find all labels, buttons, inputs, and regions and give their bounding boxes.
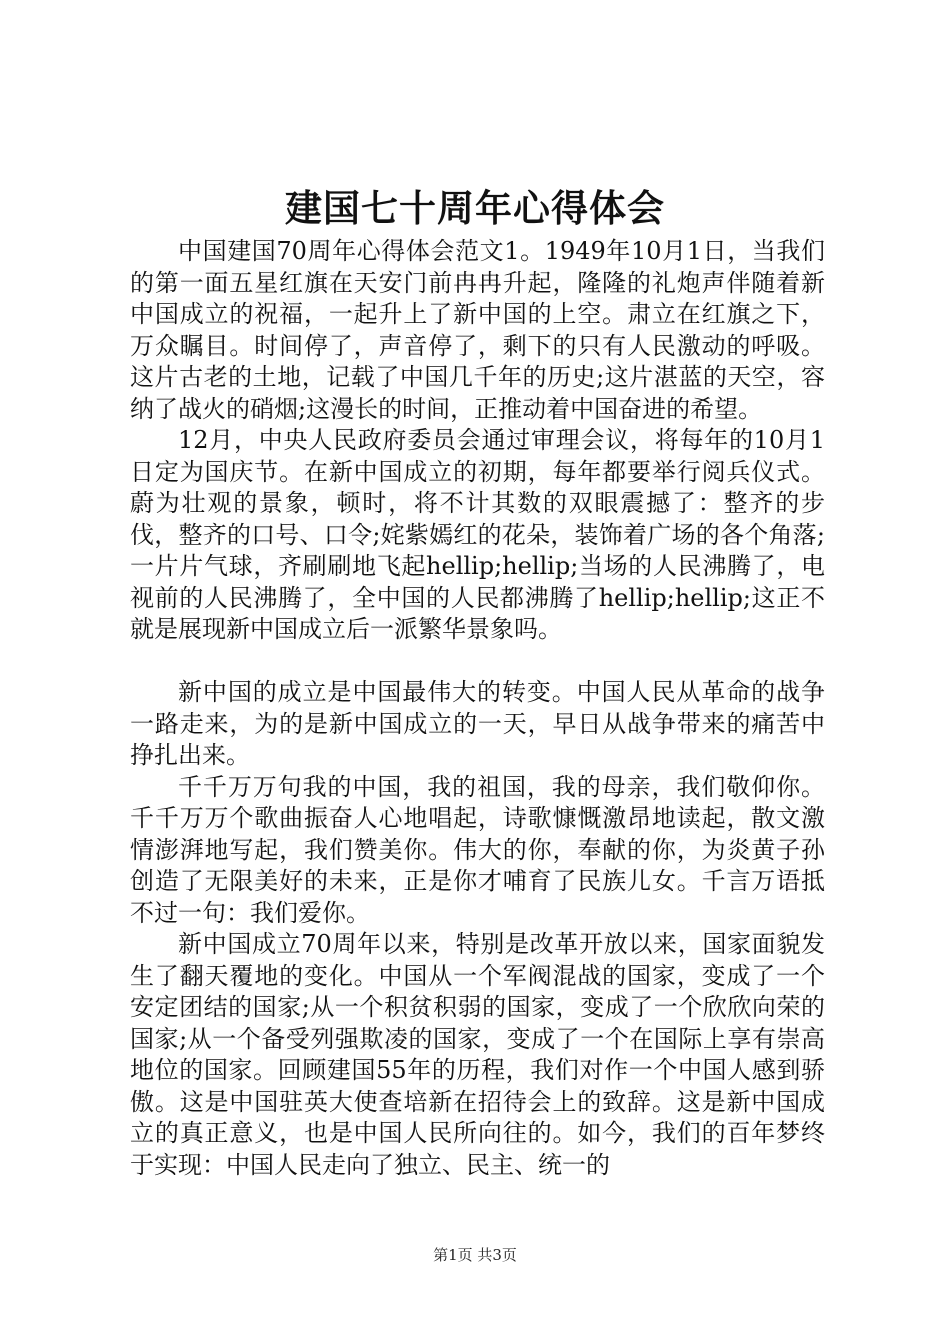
page-footer: 第1页 共3页 xyxy=(433,1246,517,1264)
document-body xyxy=(130,236,825,1181)
page-title: 建国七十周年心得体会 xyxy=(285,186,665,230)
paragraph-1: 中国建国70周年心得体会范文1。1949年10月1日，当我们的第一面五星红旗在天安门前冉冉升起，隆隆的礼炮声伴随着新中国成立的祝福，一起升上了新中国的上空。肃立在红旗之下，万众瞩目。时间停了，声音停了，剩下的只有人民激动的呼吸。这片古老的土地，记载了中国几千年的历史;这片湛蓝的天空，容纳了战火的硝烟;这漫长的时间，正推动着中国奋进的希望。 xyxy=(130,237,825,423)
paragraph-4: 千千万万句我的中国，我的祖国，我的母亲，我们敬仰你。千千万万个歌曲振奋人心地唱起，诗歌慷慨激昂地读起，散文激情澎湃地写起，我们赞美你。伟大的你，奉献的你，为炎黄子孙创造了无限美好的未来，正是你才哺育了民族儿女。千言万语抵不过一句：我们爱你。 xyxy=(130,772,825,927)
paragraph-gap xyxy=(130,646,825,678)
paragraph-5: 新中国成立70周年以来，特别是改革开放以来，国家面貌发生了翻天覆地的变化。中国从一个军阀混战的国家，变成了一个安定团结的国家;从一个积贫积弱的国家，变成了一个欣欣向荣的国家;从一个备受列强欺凌的国家，变成了一个在国际上享有崇高地位的国家。回顾建国55年的历程，我们对作一个中国人感到骄傲。这是中国驻英大使查培新在招待会上的致辞。这是新中国成立的真正意义，也是中国人民所向往的。如今，我们的百年梦终于实现：中国人民走向了独立、民主、统一的 xyxy=(130,930,825,1179)
paragraph-3: 新中国的成立是中国最伟大的转变。中国人民从革命的战争一路走来，为的是新中国成立的一天，早日从战争带来的痛苦中挣扎出来。 xyxy=(130,678,825,769)
paragraph-2: 12月，中央人民政府委员会通过审理会议，将每年的10月1日定为国庆节。在新中国成立的初期，每年都要举行阅兵仪式。蔚为壮观的景象，顿时，将不计其数的双眼震撼了：整齐的步伐，整齐的口号、口令;姹紫嫣红的花朵，装饰着广场的各个角落;一片片气球，齐刷刷地飞起hellip;hellip;当场的人民沸腾了，电视前的人民沸腾了，全中国的人民都沸腾了hellip;hellip;这正不就是展现新中国成立后一派繁华景象吗。 xyxy=(130,426,825,643)
